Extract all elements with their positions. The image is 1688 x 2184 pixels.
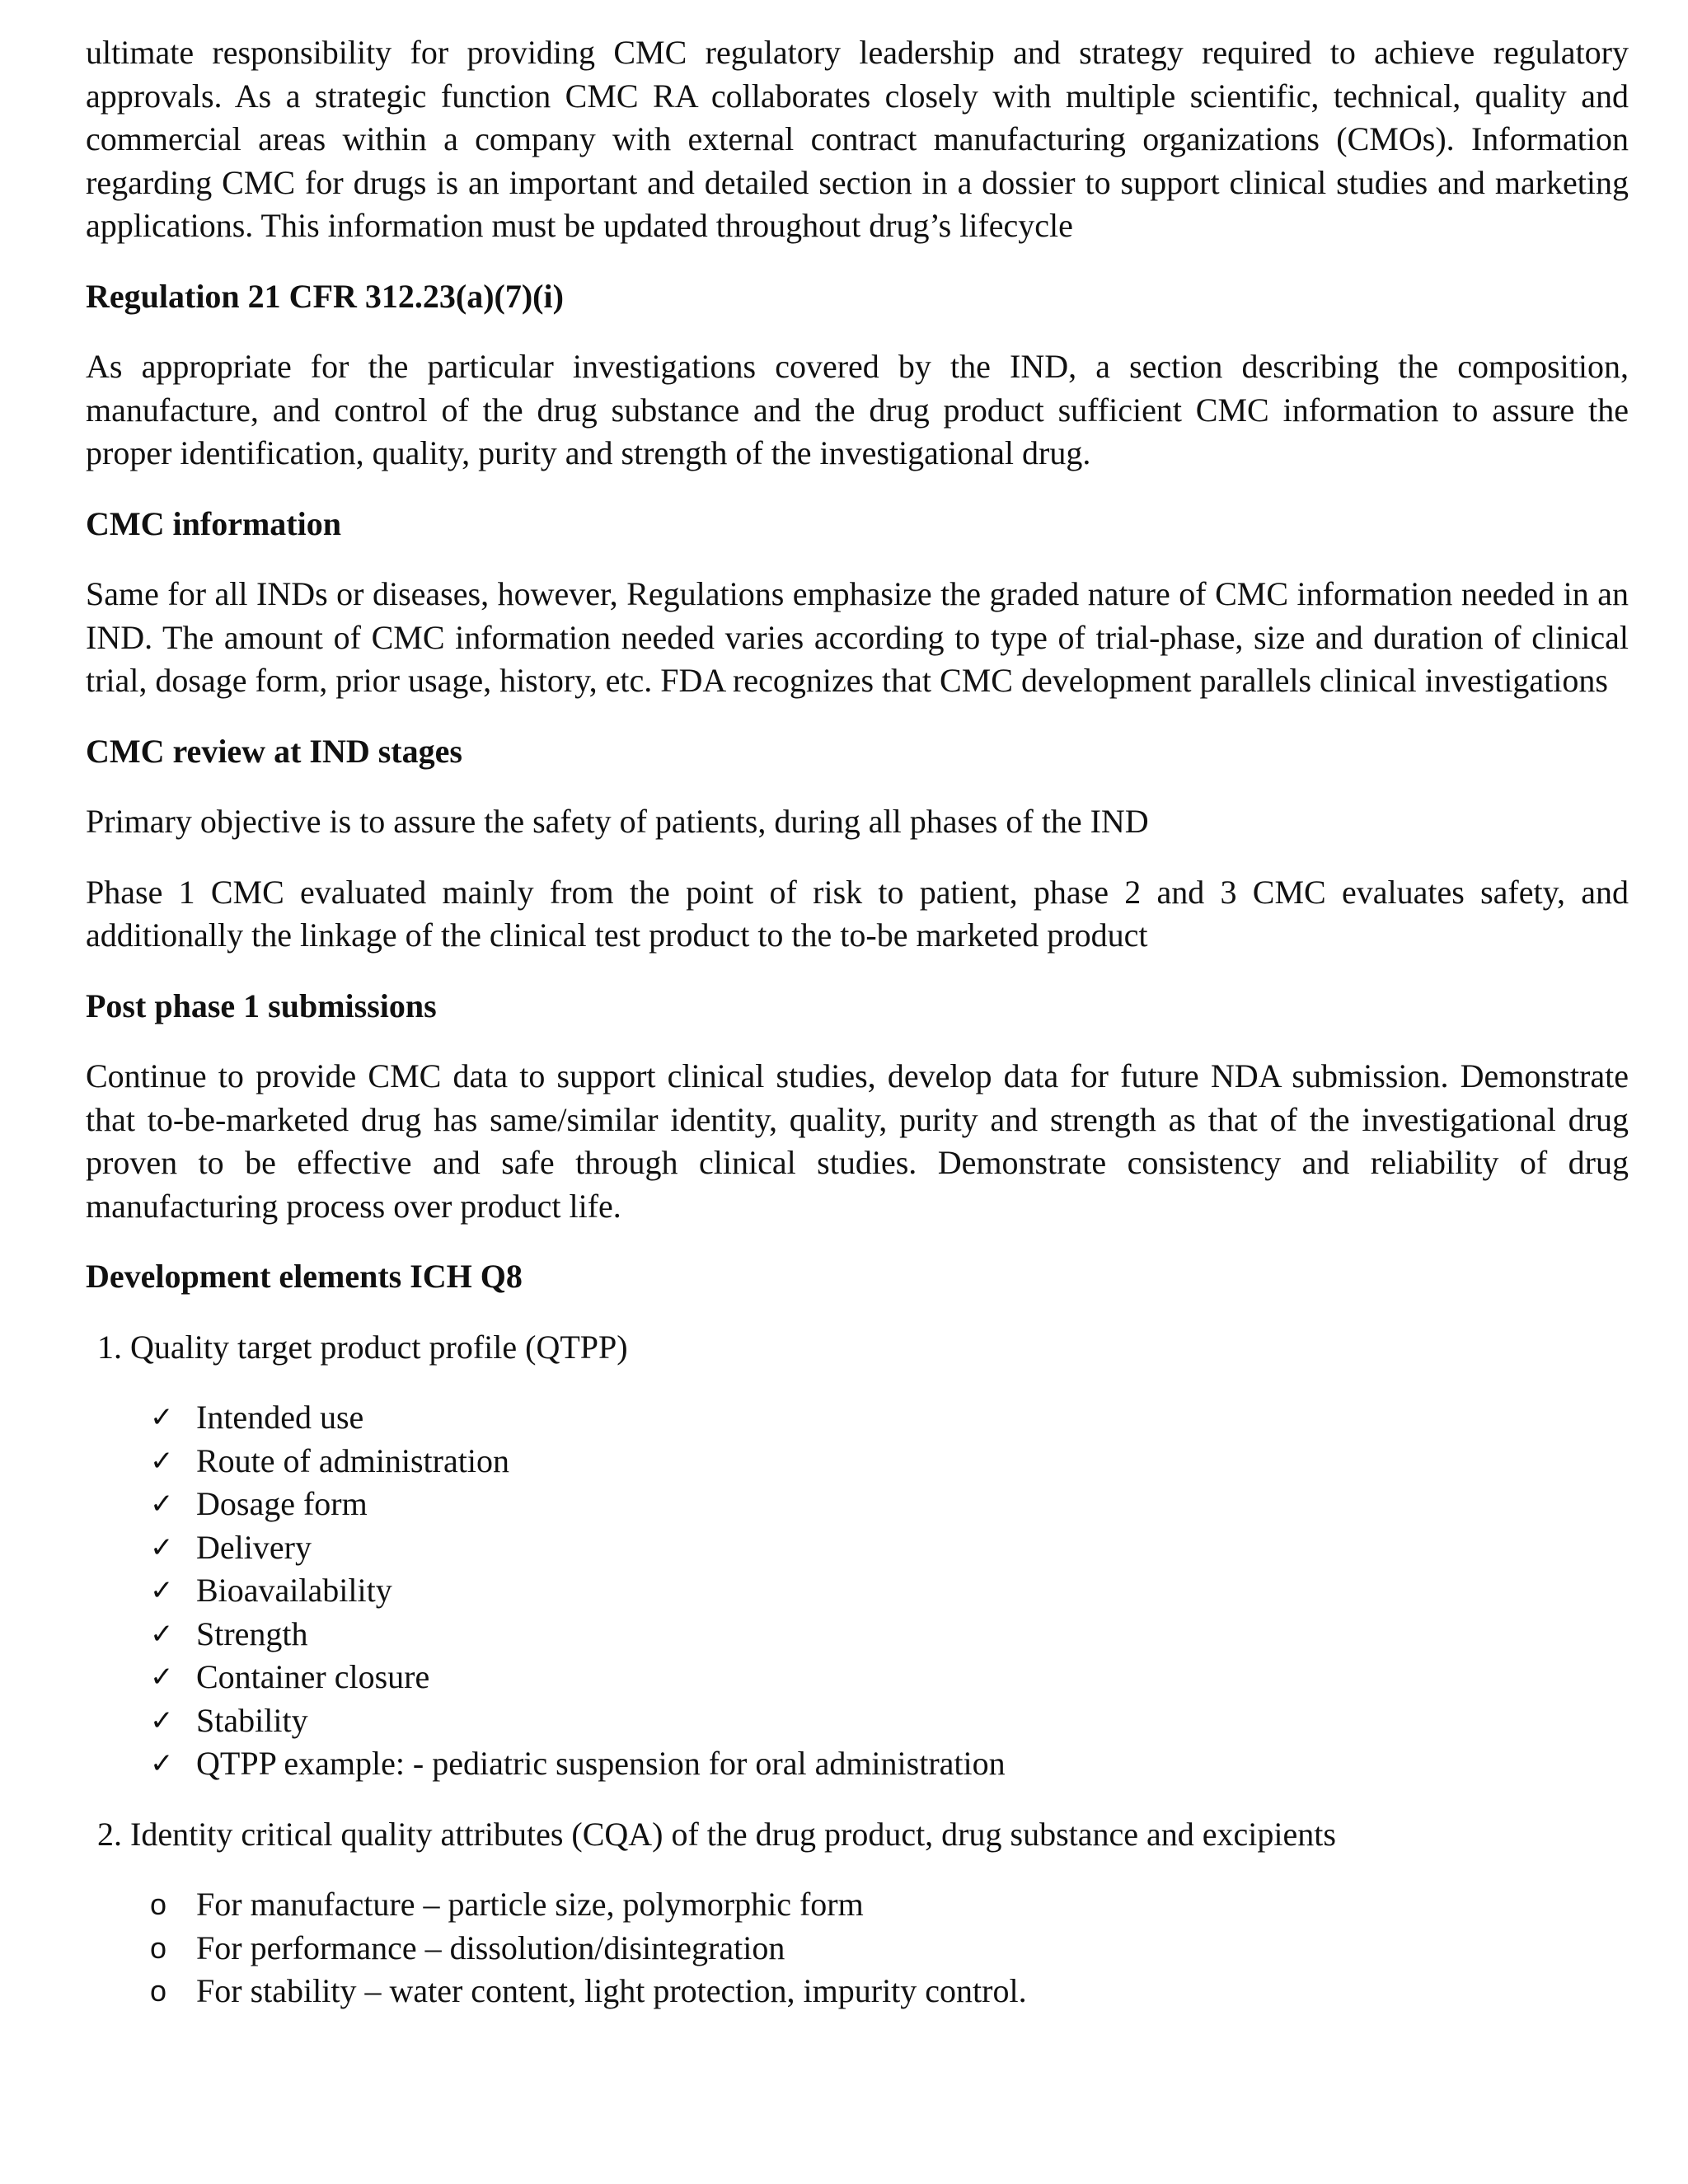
list-item: ✓ QTPP example: - pediatric suspension for oral administration (86, 1742, 1629, 1786)
checkmark-icon: ✓ (150, 1661, 174, 1694)
checkmark-icon: ✓ (150, 1401, 174, 1434)
circle-bullet-icon: o (150, 1887, 167, 1921)
list-item: ✓ Dosage form (86, 1483, 1629, 1526)
checkmark-icon: ✓ (150, 1444, 174, 1478)
cmc-review-heading: CMC review at IND stages (86, 732, 462, 770)
cmc-review-paragraph-1: Primary objective is to assure the safety of patients, during all phases of the IND (86, 803, 1149, 840)
list-item: o For stability – water content, light protection, impurity control. (86, 1970, 1629, 2013)
cmc-information-heading: CMC information (86, 504, 341, 542)
numbered-item-number: 2. (97, 1815, 122, 1853)
cqa-bullet-list (86, 1883, 1629, 2013)
checkmark-icon: ✓ (150, 1488, 174, 1521)
circle-bullet-icon: o (150, 1930, 167, 1965)
list-item: ✓ Intended use (86, 1396, 1629, 1440)
regulation-heading: Regulation 21 CFR 312.23(a)(7)(i) (86, 277, 564, 315)
post-phase-heading: Post phase 1 submissions (86, 987, 437, 1024)
list-item: o For performance – dissolution/disintegration (86, 1927, 1629, 1971)
qtpp-checklist (86, 1396, 1629, 1786)
checkmark-icon: ✓ (150, 1747, 174, 1780)
list-item: ✓ Route of administration (86, 1440, 1629, 1483)
list-item: ✓ Strength (86, 1613, 1629, 1657)
post-phase-paragraph: Continue to provide CMC data to support clinical studies, develop data for future NDA submission. Demonstrate that to-be-marketed drug has same/similar identity, quality, purity and strength as that of the investigational drug proven to be effective and safe through clinical studies. Demonstrate consistency and reliability of drug manufacturing process over product life. (86, 1057, 1629, 1225)
list-item: o For manufacture – particle size, polymorphic form (86, 1883, 1629, 1927)
list-item: ✓ Stability (86, 1699, 1629, 1743)
numbered-item-cqa (97, 1813, 1629, 1857)
document-page (86, 31, 1629, 2041)
cmc-information-paragraph: Same for all INDs or diseases, however, Regulations emphasize the graded nature of CMC information needed in an IND. The amount of CMC information needed varies according to type of trial-phase, size and duration of clinical trial, dosage form, prior usage, history, etc. FDA recognizes that CMC development parallels clinical investigations (86, 575, 1629, 699)
circle-bullet-icon: o (150, 1974, 167, 2008)
numbered-item-label: Quality target product profile (QTPP) (130, 1328, 628, 1366)
numbered-item-qtpp (97, 1326, 1629, 1370)
list-item: ✓ Delivery (86, 1526, 1629, 1570)
development-heading: Development elements ICH Q8 (86, 1258, 523, 1295)
regulation-paragraph: As appropriate for the particular investigations covered by the IND, a section describing the composition, manufacture, and control of the drug substance and the drug product sufficient CMC information to assure the proper identification, quality, purity and strength of the investigational drug. (86, 348, 1629, 471)
cmc-review-paragraph-2: Phase 1 CMC evaluated mainly from the point of risk to patient, phase 2 and 3 CMC evaluates safety, and additionally the linkage of the clinical test product to the to-be marketed product (86, 873, 1629, 954)
checkmark-icon: ✓ (150, 1574, 174, 1607)
intro-paragraph: ultimate responsibility for providing CMC regulatory leadership and strategy required to achieve regulatory approvals. As a strategic function CMC RA collaborates closely with multiple scientific, technical, quality and commercial areas within a company with external contract manufacturing organizations (CMOs). Information regarding CMC for drugs is an important and detailed section in a dossier to support clinical studies and marketing applications. This information must be updated throughout drug’s lifecycle (86, 34, 1629, 244)
list-item: ✓ Bioavailability (86, 1569, 1629, 1613)
list-item: ✓ Container closure (86, 1656, 1629, 1699)
numbered-item-label: Identity critical quality attributes (CQA) of the drug product, drug substance and excipients (130, 1815, 1336, 1853)
checkmark-icon: ✓ (150, 1617, 174, 1651)
numbered-item-number: 1. (97, 1328, 122, 1366)
checkmark-icon: ✓ (150, 1530, 174, 1564)
checkmark-icon: ✓ (150, 1704, 174, 1737)
